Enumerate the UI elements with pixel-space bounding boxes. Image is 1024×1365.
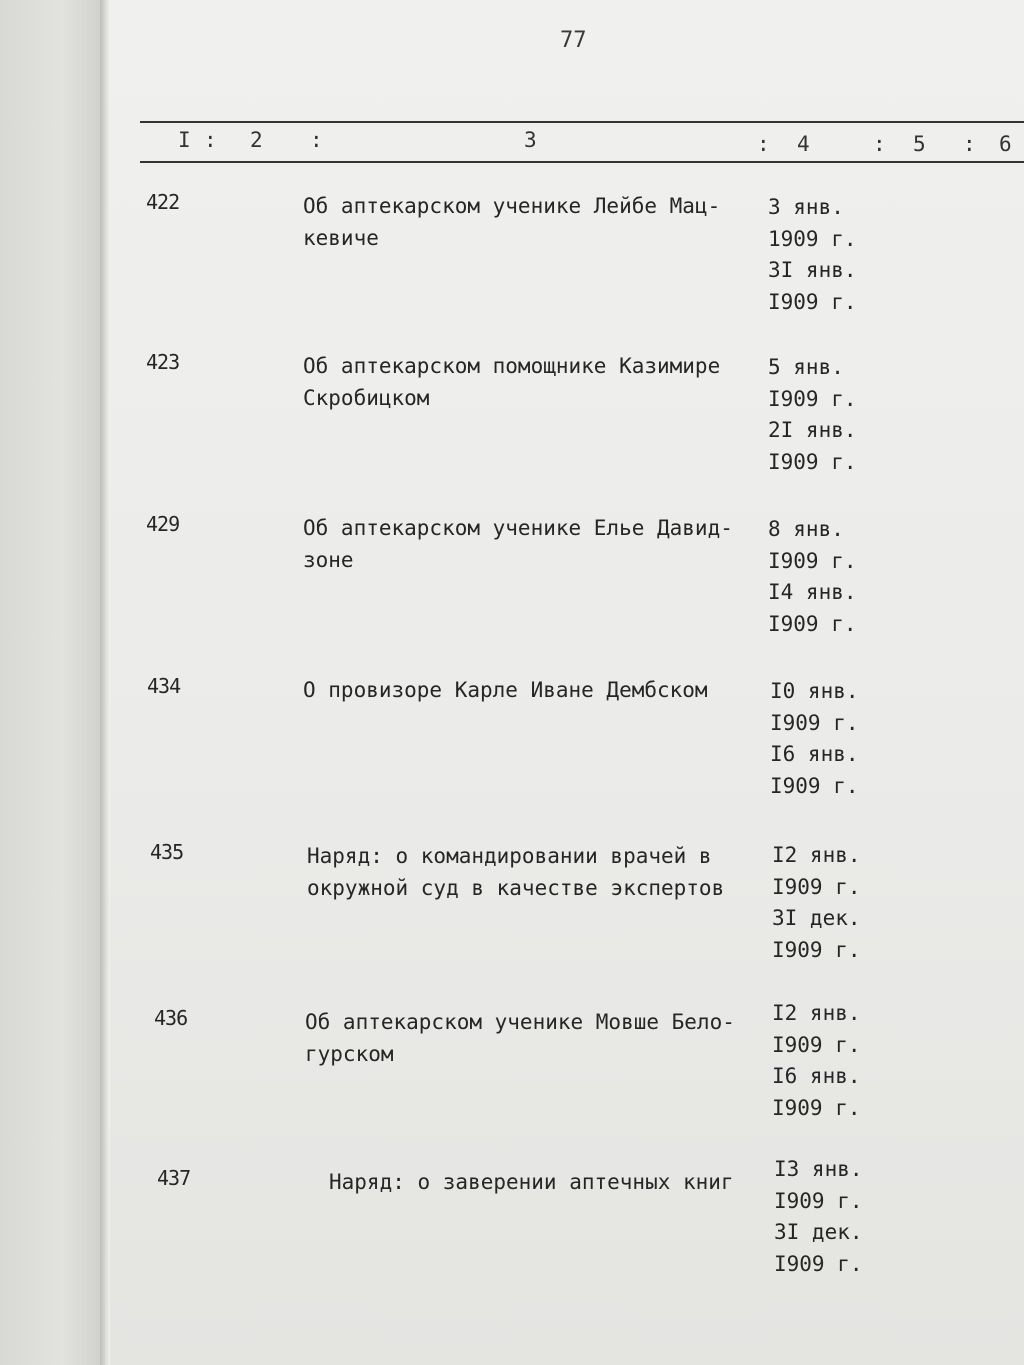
record-row <box>0 1157 1024 1316</box>
record-end-day: 3I янв. <box>768 258 857 282</box>
record-title: Наряд: о командировании врачей в окружной суд в качестве экспертов <box>307 844 725 900</box>
record-end-year: I909 г. <box>772 937 861 962</box>
header-col-2: 2 <box>250 128 263 152</box>
header-separator: : <box>757 132 770 156</box>
record-end-year: I909 г. <box>768 611 857 636</box>
record-end-day: 2I янв. <box>768 418 857 442</box>
record-title: Об аптекарском ученике Мовше Бело- гурском <box>305 1010 735 1066</box>
record-start-day: I3 янв. <box>774 1157 863 1181</box>
header-col-3: 3 <box>524 128 537 152</box>
record-dates <box>768 192 857 318</box>
header-separator: : <box>873 132 886 156</box>
record-end-year: I909 г. <box>768 289 857 314</box>
header-separator: : <box>310 128 323 152</box>
record-number: 423 <box>146 350 180 374</box>
record-title: О провизоре Карле Иване Дембском <box>303 678 708 702</box>
record-end-year: I909 г. <box>772 1095 861 1120</box>
record-title: Об аптекарском помощнике Казимире Скробицком <box>303 354 721 410</box>
record-start-day: I2 янв. <box>772 1001 861 1025</box>
record-end-year: I909 г. <box>768 449 857 474</box>
record-dates <box>768 352 857 478</box>
record-start-day: 8 янв. <box>768 517 844 541</box>
record-start-year: I909 г. <box>770 710 859 735</box>
header-separator: : <box>963 132 976 156</box>
record-title: Об аптекарском ученике Лейбе Мац- кевиче <box>303 194 721 250</box>
record-start-year: I909 г. <box>774 1188 863 1213</box>
record-end-year: I909 г. <box>770 773 859 798</box>
record-dates <box>770 676 859 802</box>
record-title: Наряд: о заверении аптечных книг <box>329 1170 734 1194</box>
record-title: Об аптекарском ученике Елье Давид- зоне <box>303 516 733 572</box>
record-start-year: 1909 г. <box>768 226 857 251</box>
record-start-day: 5 янв. <box>768 355 844 379</box>
header-rule-top <box>140 121 1024 123</box>
header-col-6: 6 <box>999 132 1012 156</box>
record-row <box>0 350 1024 500</box>
record-number: 422 <box>146 190 180 214</box>
record-row <box>0 190 1024 340</box>
record-row <box>0 840 1024 990</box>
record-start-year: I909 г. <box>772 874 861 899</box>
record-number: 429 <box>146 512 180 536</box>
record-row <box>0 1001 1024 1156</box>
header-col-1: I <box>178 128 191 152</box>
header-rule-bottom <box>140 161 1024 163</box>
record-end-year: I909 г. <box>774 1251 863 1276</box>
record-end-day: 3I дек. <box>772 906 861 930</box>
record-start-year: I909 г. <box>768 386 857 411</box>
header-col-5: 5 <box>913 132 926 156</box>
record-start-day: I2 янв. <box>772 843 861 867</box>
record-end-day: 3I дек. <box>774 1220 863 1244</box>
header-col-4: 4 <box>797 132 810 156</box>
record-dates <box>772 840 861 966</box>
header-separator: : <box>204 128 217 152</box>
record-row <box>0 512 1024 662</box>
record-start-year: I909 г. <box>768 548 857 573</box>
record-number: 435 <box>150 840 184 864</box>
record-start-day: 3 янв. <box>768 195 844 219</box>
record-number: 436 <box>154 1006 188 1030</box>
record-number: 434 <box>147 674 181 698</box>
record-end-day: I4 янв. <box>768 580 857 604</box>
record-dates <box>772 998 861 1124</box>
record-start-day: I0 янв. <box>770 679 859 703</box>
record-dates <box>774 1154 863 1280</box>
record-row <box>0 674 1024 824</box>
record-number: 437 <box>157 1166 191 1190</box>
record-dates <box>768 514 857 640</box>
record-end-day: I6 янв. <box>770 742 859 766</box>
record-end-day: I6 янв. <box>772 1064 861 1088</box>
record-start-year: I909 г. <box>772 1032 861 1057</box>
page-number: 77 <box>560 28 587 53</box>
